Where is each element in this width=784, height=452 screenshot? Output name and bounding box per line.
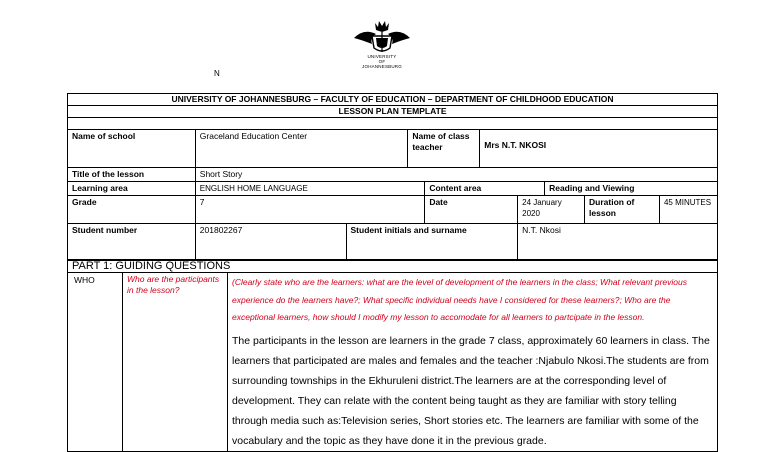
class-teacher-value: Mrs N.T. NKOSI (480, 130, 718, 168)
content-area-value: Reading and Viewing (545, 182, 718, 196)
who-answer: The participants in the lesson are learners in the grade 7 class, approximately 60 learners in class. The learners that participated are males and females and the teacher :Njabulo Nkosi.The students are from surrounding townships in the Ekhuruleni district.The learners are at the corresponding level of development. They can relate with the content being taught as they are familiar with story telling through media such as:Television series, Short stories etc. The learners are familiar with some of the vocabulary and the topic as they have done it in the previous grade. (232, 334, 710, 447)
who-question: Who are the participants in the lesson? (123, 273, 228, 452)
grade-label: Grade (68, 196, 196, 224)
initials-value: N.T. Nkosi (518, 224, 718, 261)
school-value: Graceland Education Center (195, 130, 408, 168)
part1-heading: PART 1: GUIDING QUESTIONS (67, 259, 718, 273)
who-label: WHO (68, 273, 123, 452)
learning-area-value: ENGLISH HOME LANGUAGE (195, 182, 425, 196)
title-label: Title of the lesson (68, 168, 196, 182)
duration-label: Duration of lesson (585, 196, 660, 224)
student-number-value: 201802267 (195, 224, 346, 261)
who-instructions: (Clearly state who are the learners: what are the level of development of the learners in the class; What relevant previous experience do the learners have?; What specific individual needs have I considered for these learners?; Who are the exceptional learners, how should I modify my lesson to accomodate for all learners to partcipate in the lesson. (232, 277, 687, 322)
initials-label: Student initials and surname (346, 224, 518, 261)
lesson-plan-header-table (67, 93, 718, 261)
document-subtitle: LESSON PLAN TEMPLATE (68, 106, 718, 118)
logo-text: UNIVERSITY OF JOHANNESBURG (362, 54, 402, 69)
date-value: 24 January 2020 (518, 196, 585, 224)
date-label: Date (425, 196, 518, 224)
class-teacher-label: Name of class teacher (408, 130, 480, 168)
learning-area-label: Learning area (68, 182, 196, 196)
grade-value: 7 (195, 196, 425, 224)
guiding-questions-table (67, 272, 718, 452)
duration-value: 45 MINUTES (659, 196, 717, 224)
document-title: UNIVERSITY OF JOHANNESBURG – FACULTY OF EDUCATION – DEPARTMENT OF CHILDHOOD EDUCATION (68, 94, 718, 106)
content-area-label: Content area (425, 182, 545, 196)
school-label: Name of school (68, 130, 196, 168)
title-value: Short Story (195, 168, 717, 182)
student-number-label: Student number (68, 224, 196, 261)
stray-mark: N (214, 69, 220, 78)
